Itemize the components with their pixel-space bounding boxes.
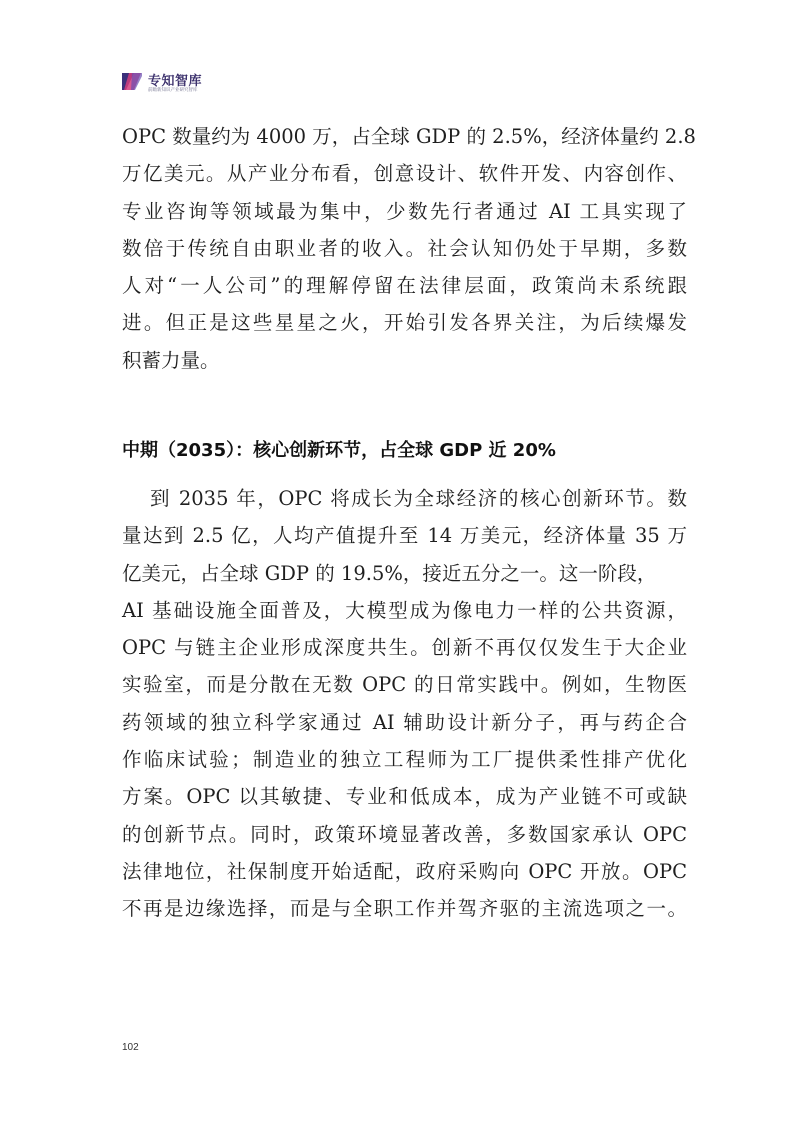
text-line: 量达到 2.5 亿，人均产值提升至 14 万美元，经济体量 35 万 xyxy=(122,524,687,548)
section-heading: 中期（2035）：核心创新环节，占全球 GDP 近 20% xyxy=(122,440,556,461)
text-line: 亿美元，占全球 GDP 的 19.5%，接近五分之一。这一阶段， xyxy=(122,561,657,585)
text-line: 的创新节点。同时，政策环境显著改善，多数国家承认 OPC xyxy=(122,822,687,846)
text-line: 数倍于传统自由职业者的收入。社会认知仍处于早期，多数 xyxy=(122,236,687,260)
text-line: 人对“一人公司”的理解停留在法律层面，政策尚未系统跟 xyxy=(122,274,687,298)
logo-title: 专知智库 xyxy=(148,74,203,89)
paragraph-2 xyxy=(122,480,687,928)
text-line: 法律地位，社保制度开始适配，政府采购向 OPC 开放。OPC xyxy=(122,859,687,883)
text-line: OPC 数量约为 4000 万，占全球 GDP 的 2.5%，经济体量约 2.8 xyxy=(122,125,696,148)
page-number: 102 xyxy=(122,1042,139,1053)
zhuanzhi-logo-icon xyxy=(121,70,143,92)
text-line: 进。但正是这些星星之火，开始引发各界关注，为后续爆发 xyxy=(122,311,687,335)
text-line: 药领域的独立科学家通过 AI 辅助设计新分子，再与药企合 xyxy=(122,710,687,734)
paragraph-1 xyxy=(122,118,696,379)
text-line: 不再是边缘选择，而是与全职工作并驾齐驱的主流选项之一。 xyxy=(122,897,687,921)
text-line: 实验室，而是分散在无数 OPC 的日常实践中。例如，生物医 xyxy=(122,673,687,697)
text-line: 专业咨询等领域最为集中，少数先行者通过 AI 工具实现了 xyxy=(122,199,687,223)
text-line: OPC 与链主企业形成深度共生。创新不再仅仅发生于大企业 xyxy=(122,636,687,660)
text-line: 积蓄力量。 xyxy=(122,348,220,372)
text-line: AI 基础设施全面普及，大模型成为像电力一样的公共资源， xyxy=(122,598,687,622)
text-line: 作临床试验；制造业的独立工程师为工厂提供柔性排产优化 xyxy=(122,748,687,772)
text-line: 方案。OPC 以其敏捷、专业和低成本，成为产业链不可或缺 xyxy=(122,785,687,809)
text-line: 万亿美元。从产业分布看，创意设计、软件开发、内容创作、 xyxy=(122,162,687,186)
logo-subtitle: 前瞻新知识产业研究智库 xyxy=(148,88,198,93)
text-line: 到 2035 年，OPC 将成长为全球经济的核心创新环节。数 xyxy=(150,487,687,510)
